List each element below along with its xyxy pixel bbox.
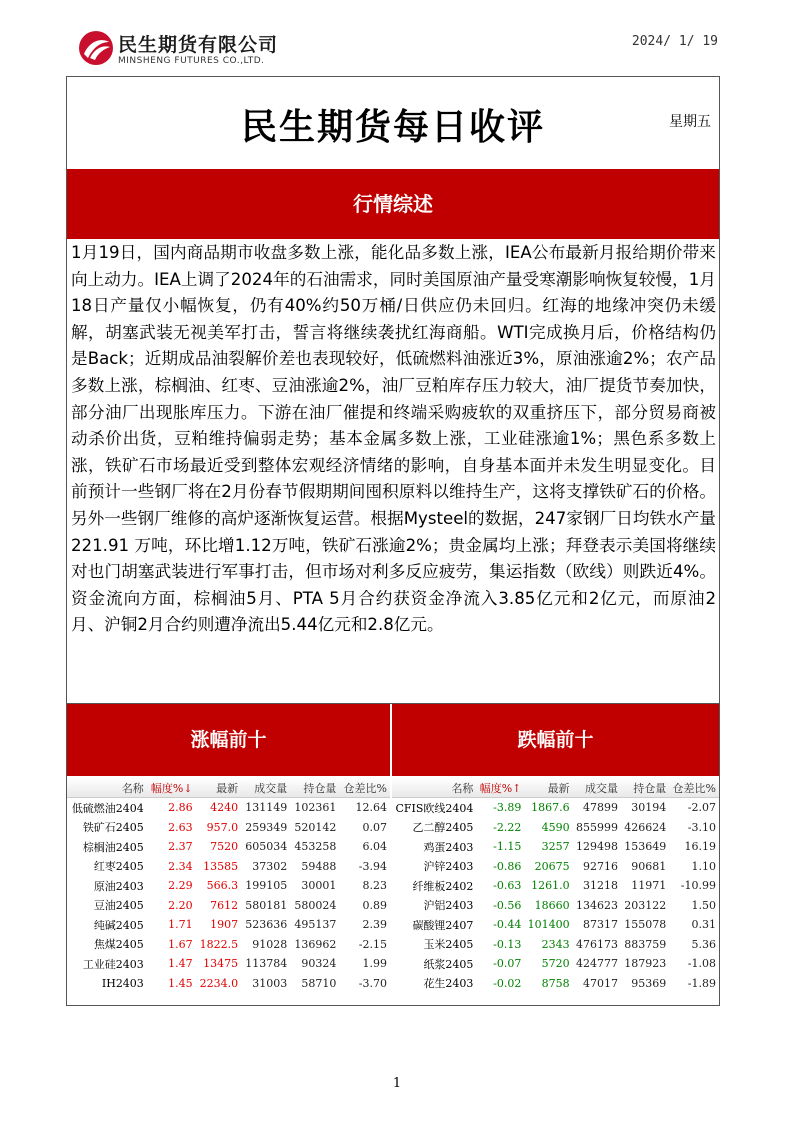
cell-last: 1867.6 bbox=[531, 801, 570, 815]
company-name-cn: 民生期货有限公司 bbox=[118, 34, 279, 56]
cell-change: 1.71 bbox=[168, 918, 193, 932]
cell-oi-change: 5.36 bbox=[691, 937, 716, 951]
cell-oi-change: 1.10 bbox=[691, 859, 716, 873]
cell-last: 1822.5 bbox=[199, 937, 239, 951]
sort-desc-icon: ↓ bbox=[183, 781, 193, 795]
cell-change: 1.67 bbox=[168, 937, 193, 951]
cell-change: -3.89 bbox=[493, 801, 522, 815]
market-summary-text: 1月19日，国内商品期市收盘多数上涨，能化品多数上涨，IEA公布最新月报给期价带来向上动力。IEA上调了2024年的石油需求，同时美国原油产量受寒潮影响恢复较慢，1月18日产量仅小幅恢复，仍有40%约50万桶/日供应仍未回归。红海的地缘冲突仍未缓解，胡塞武装无视美军打击，誓言将继续袭扰红海商船。WTI完成换月后，价格结构仍是Back；近期成品油裂解价差也表现较好，低硫燃料油涨近3%，原油涨逾2%；农产品多数上涨，棕榈油、红枣、豆油涨逾2%，油厂豆粕库存压力较大，油厂提货节奏加快，部分油厂出现胀库压力。下游在油厂催提和终端采购疲软的双重挤压下，部分贸易商被动杀价出货，豆粕维持偏弱走势；基本金属多数上涨，工业硅涨逾1%；黑色系多数上涨，铁矿石市场最近受到整体宏观经济情绪的影响，自身基本面并未发生明显变化。目前预计一些钢厂将在2月份春节假期期间囤积原料以维持生产，这将支撑铁矿石的价格。另外一些钢厂维修的高炉逐渐恢复运营。根据Mysteel的数据，247家钢厂日均铁水产量221.91 万吨，环比增1.12万吨，铁矿石涨逾2%；贵金属均上涨；拜登表示美国将继续对也门胡塞武装进行军事打击，但市场对利多反应疲劳，集运指数（欧线）则跌近4%。资金流向方面，棕榈油5月、PTA 5月合约获资金净流入3.85亿元和2亿元，而原油2月、沪铜2月合约则遭净流出5.44亿元和2.8亿元。 bbox=[71, 243, 716, 635]
section-overview-header: 行情综述 bbox=[67, 169, 719, 239]
cell-name: 鸡蛋2403 bbox=[423, 840, 474, 854]
report-frame bbox=[66, 76, 720, 1006]
cell-open-interest: 153649 bbox=[624, 840, 667, 854]
cell-oi-change: -3.10 bbox=[687, 820, 716, 834]
cell-volume: 476173 bbox=[575, 937, 618, 951]
table-row[interactable] bbox=[392, 798, 719, 818]
weekday: 星期五 bbox=[669, 114, 711, 130]
cell-oi-change: -3.70 bbox=[358, 976, 387, 990]
report-title: 民生期货每日收评 bbox=[240, 107, 545, 148]
cell-open-interest: 59488 bbox=[301, 859, 337, 873]
cell-name: 碳酸锂2407 bbox=[412, 918, 474, 932]
report-date: 2024/ 1/ 19 bbox=[631, 34, 718, 49]
cell-open-interest: 155078 bbox=[624, 918, 667, 932]
cell-volume: 259349 bbox=[245, 820, 288, 834]
cell-open-interest: 90324 bbox=[301, 957, 337, 971]
cell-oi-change: 8.23 bbox=[362, 879, 387, 893]
cell-last: 4590 bbox=[541, 820, 570, 834]
cell-name: 低硫燃油2404 bbox=[71, 801, 144, 815]
table-row[interactable] bbox=[67, 935, 390, 955]
table-row[interactable] bbox=[392, 837, 719, 857]
cell-volume: 91028 bbox=[252, 937, 288, 951]
table-row[interactable] bbox=[392, 915, 719, 935]
cell-oi-change: -2.15 bbox=[358, 937, 387, 951]
cell-name: 纯碱2405 bbox=[93, 918, 144, 932]
col-volume[interactable]: 成交量 bbox=[241, 778, 290, 798]
cell-oi-change: 0.07 bbox=[362, 820, 387, 834]
cell-open-interest: 58710 bbox=[301, 976, 337, 990]
cell-oi-change: 0.31 bbox=[691, 918, 716, 932]
cell-change: 2.34 bbox=[168, 859, 193, 873]
col-oi-change[interactable]: 仓差比% bbox=[339, 778, 390, 798]
cell-last: 1261.0 bbox=[531, 879, 570, 893]
col-change[interactable]: 幅度%↑ bbox=[476, 778, 524, 798]
cell-change: 2.29 bbox=[168, 879, 193, 893]
cell-change: -0.02 bbox=[493, 976, 522, 990]
losers-table bbox=[392, 778, 719, 993]
cell-oi-change: -1.08 bbox=[687, 957, 716, 971]
col-open-interest[interactable]: 持仓量 bbox=[290, 778, 339, 798]
cell-volume: 605034 bbox=[245, 840, 288, 854]
cell-last: 1907 bbox=[210, 918, 239, 932]
cell-oi-change: -10.99 bbox=[680, 879, 716, 893]
cell-open-interest: 580024 bbox=[294, 898, 337, 912]
col-last[interactable]: 最新 bbox=[524, 778, 572, 798]
table-row[interactable] bbox=[67, 896, 390, 916]
cell-volume: 134623 bbox=[575, 898, 618, 912]
cell-volume: 113784 bbox=[245, 957, 288, 971]
col-name[interactable]: 名称 bbox=[392, 778, 476, 798]
cell-name: 花生2403 bbox=[423, 977, 474, 991]
cell-volume: 47899 bbox=[582, 801, 618, 815]
page-number: 1 bbox=[392, 1076, 402, 1091]
cell-last: 4240 bbox=[210, 801, 239, 815]
cell-volume: 523636 bbox=[245, 918, 288, 932]
cell-name: 焦煤2405 bbox=[93, 938, 144, 952]
cell-change: -0.07 bbox=[493, 957, 522, 971]
cell-oi-change: 0.89 bbox=[362, 898, 387, 912]
cell-last: 13475 bbox=[203, 957, 239, 971]
cell-oi-change: -2.07 bbox=[687, 801, 716, 815]
cell-oi-change: 1.99 bbox=[362, 957, 387, 971]
cell-change: -2.22 bbox=[493, 820, 522, 834]
cell-volume: 31003 bbox=[252, 976, 288, 990]
cell-name: 沪铝2403 bbox=[423, 899, 474, 913]
table-row[interactable] bbox=[67, 974, 390, 994]
cell-last: 101400 bbox=[527, 918, 570, 932]
cell-name: 原油2403 bbox=[93, 879, 144, 893]
cell-last: 20675 bbox=[534, 859, 570, 873]
cell-volume: 87317 bbox=[582, 918, 618, 932]
cell-name: CFIS欧线2404 bbox=[395, 801, 474, 815]
table-row[interactable] bbox=[392, 935, 719, 955]
cell-name: 乙二醇2405 bbox=[412, 821, 474, 835]
cell-oi-change: 1.50 bbox=[691, 898, 716, 912]
cell-last: 5720 bbox=[541, 957, 570, 971]
cell-open-interest: 187923 bbox=[624, 957, 667, 971]
cell-name: 铁矿石2405 bbox=[82, 821, 144, 835]
minsheng-logo-icon bbox=[78, 30, 114, 66]
cell-open-interest: 203122 bbox=[624, 898, 667, 912]
cell-change: -0.44 bbox=[493, 918, 522, 932]
cell-last: 18660 bbox=[534, 898, 570, 912]
table-row[interactable] bbox=[67, 837, 390, 857]
cell-open-interest: 495137 bbox=[294, 918, 337, 932]
cell-change: -0.13 bbox=[493, 937, 522, 951]
cell-open-interest: 883759 bbox=[624, 937, 667, 951]
cell-change: 1.45 bbox=[168, 976, 193, 990]
table-row[interactable] bbox=[67, 857, 390, 877]
table-row[interactable] bbox=[392, 857, 719, 877]
cell-volume: 92716 bbox=[582, 859, 618, 873]
cell-name: 纸浆2405 bbox=[423, 957, 474, 971]
cell-open-interest: 102361 bbox=[294, 801, 337, 815]
cell-open-interest: 520142 bbox=[294, 820, 337, 834]
table-row[interactable] bbox=[67, 876, 390, 896]
cell-change: -0.56 bbox=[493, 898, 522, 912]
table-row[interactable] bbox=[392, 818, 719, 838]
cell-last: 566.3 bbox=[206, 879, 239, 893]
table-row[interactable] bbox=[392, 876, 719, 896]
cell-open-interest: 426624 bbox=[624, 820, 667, 834]
losers-header-row bbox=[392, 778, 719, 798]
cell-open-interest: 90681 bbox=[631, 859, 667, 873]
cell-oi-change: -1.89 bbox=[687, 976, 716, 990]
cell-name: 红枣2405 bbox=[93, 860, 144, 874]
cell-open-interest: 453258 bbox=[294, 840, 337, 854]
cell-name: IH2403 bbox=[101, 976, 144, 990]
cell-change: -0.63 bbox=[493, 879, 522, 893]
cell-change: -0.86 bbox=[493, 859, 522, 873]
cell-last: 2234.0 bbox=[199, 976, 239, 990]
cell-open-interest: 11971 bbox=[631, 879, 667, 893]
cell-name: 玉米2405 bbox=[423, 938, 474, 952]
cell-name: 工业硅2403 bbox=[82, 957, 144, 971]
cell-last: 7612 bbox=[210, 898, 239, 912]
cell-change: 1.47 bbox=[168, 957, 193, 971]
cell-volume: 424777 bbox=[575, 957, 618, 971]
cell-last: 8758 bbox=[541, 976, 570, 990]
cell-open-interest: 95369 bbox=[631, 976, 667, 990]
title-row bbox=[67, 77, 719, 169]
table-row[interactable] bbox=[392, 896, 719, 916]
cell-open-interest: 136962 bbox=[294, 937, 337, 951]
cell-change: 2.37 bbox=[168, 840, 193, 854]
table-row[interactable] bbox=[67, 954, 390, 974]
cell-last: 7520 bbox=[210, 840, 239, 854]
cell-change: 2.63 bbox=[168, 820, 193, 834]
col-volume[interactable]: 成交量 bbox=[573, 778, 621, 798]
col-oi-change[interactable]: 仓差比% bbox=[669, 778, 719, 798]
cell-open-interest: 30001 bbox=[301, 879, 337, 893]
cell-volume: 199105 bbox=[245, 879, 288, 893]
company-name-en: MINSHENG FUTURES CO.,LTD. bbox=[118, 56, 265, 66]
cell-volume: 47017 bbox=[582, 976, 618, 990]
col-open-interest[interactable]: 持仓量 bbox=[621, 778, 669, 798]
cell-last: 3257 bbox=[541, 840, 570, 854]
cell-oi-change: 6.04 bbox=[362, 840, 387, 854]
cell-change: 2.86 bbox=[168, 801, 193, 815]
table-row[interactable] bbox=[392, 974, 719, 994]
cell-open-interest: 30194 bbox=[631, 801, 667, 815]
cell-oi-change: -3.94 bbox=[358, 859, 387, 873]
cell-volume: 129498 bbox=[575, 840, 618, 854]
cell-volume: 580181 bbox=[245, 898, 288, 912]
gainers-header-row bbox=[67, 778, 390, 798]
losers-header: 跌幅前十 bbox=[392, 704, 719, 776]
table-row[interactable] bbox=[67, 818, 390, 838]
col-name[interactable]: 名称 bbox=[67, 778, 147, 798]
cell-change: -1.15 bbox=[493, 840, 522, 854]
cell-oi-change: 16.19 bbox=[684, 840, 716, 854]
cell-oi-change: 12.64 bbox=[355, 801, 387, 815]
sort-asc-icon: ↑ bbox=[512, 781, 522, 795]
cell-last: 13585 bbox=[203, 859, 239, 873]
cell-name: 豆油2405 bbox=[93, 899, 144, 913]
cell-name: 沪锌2403 bbox=[423, 860, 474, 874]
gainers-table bbox=[67, 778, 390, 993]
col-change[interactable]: 幅度%↓ bbox=[147, 778, 196, 798]
gainers-header: 涨幅前十 bbox=[67, 704, 390, 776]
cell-change: 2.20 bbox=[168, 898, 193, 912]
cell-last: 957.0 bbox=[206, 820, 239, 834]
cell-volume: 37302 bbox=[252, 859, 288, 873]
cell-volume: 131149 bbox=[245, 801, 288, 815]
table-row[interactable] bbox=[392, 954, 719, 974]
cell-volume: 31218 bbox=[582, 879, 618, 893]
cell-volume: 855999 bbox=[575, 820, 618, 834]
cell-name: 纤维板2402 bbox=[412, 879, 474, 893]
table-row[interactable] bbox=[67, 915, 390, 935]
page-header bbox=[78, 26, 718, 76]
cell-name: 棕榈油2405 bbox=[82, 840, 144, 854]
col-last[interactable]: 最新 bbox=[196, 778, 242, 798]
cell-oi-change: 2.39 bbox=[362, 918, 387, 932]
table-row[interactable] bbox=[67, 798, 390, 818]
cell-last: 2343 bbox=[541, 937, 570, 951]
